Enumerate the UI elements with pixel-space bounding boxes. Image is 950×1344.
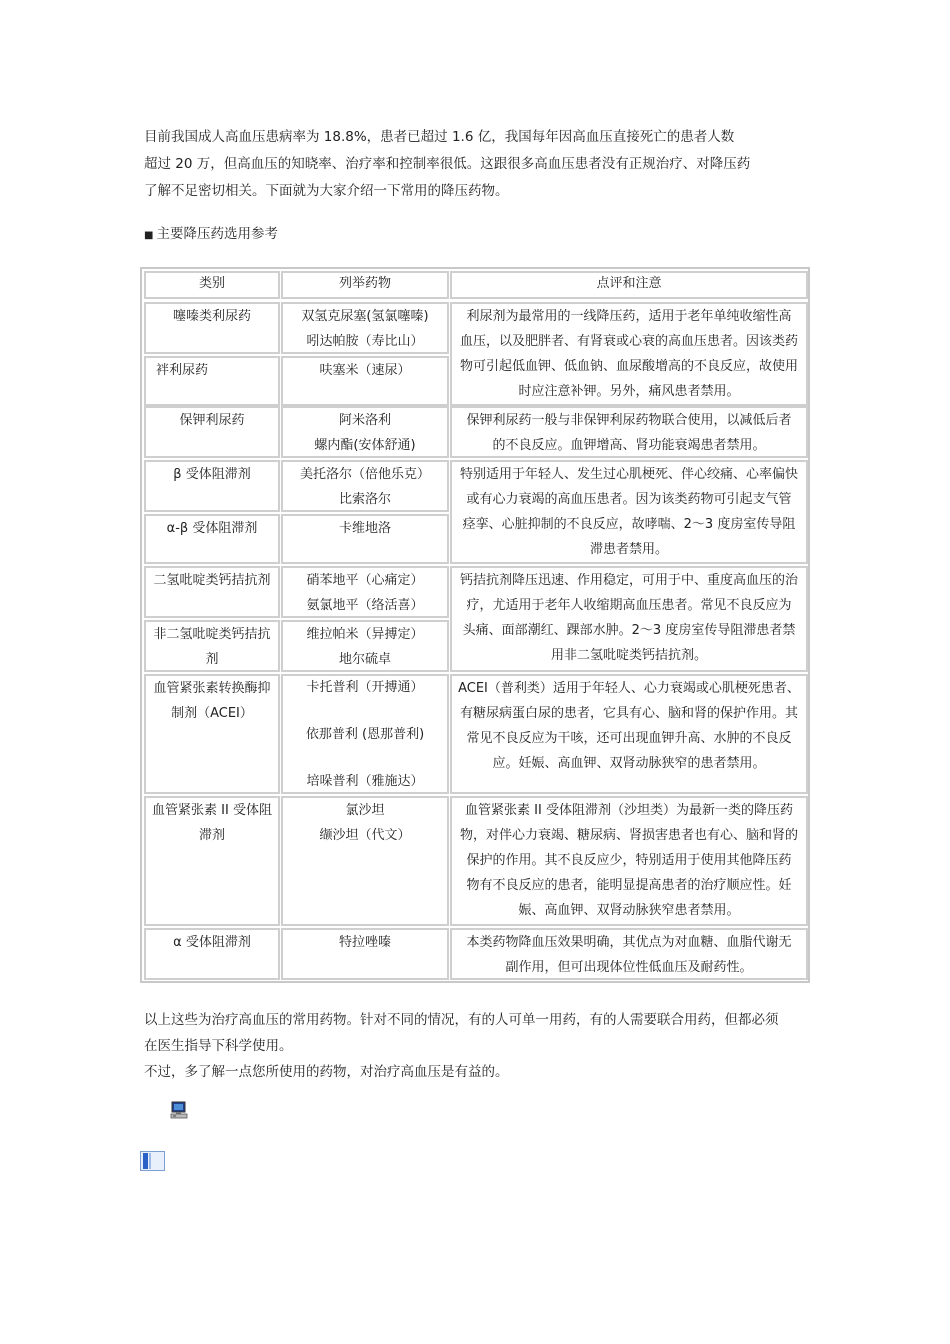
outro-paragraph (144, 1007, 814, 1085)
notes-cell: 利尿剂为最常用的一线降压药，适用于老年单纯收缩性高 血压，以及肥胖者、有肾衰或心衰的高血压患者。因该类药 物可引起低血钾、低血钠、血尿酸增高的不良反应，故使用 时应注意补钾。另外，痛风患者禁用。 (450, 302, 808, 406)
category-cell: 保钾利尿药 (144, 406, 280, 458)
header-notes: 点评和注意 (450, 271, 808, 299)
category-cell: 袢利尿药 (144, 356, 280, 406)
computer-icon (170, 1101, 188, 1119)
category-cell: α-β 受体阻滞剂 (144, 514, 280, 564)
drugs-cell: 卡托普利（开搏通） 依那普利 (恩那普利) 培哚普利（雅施达） (281, 674, 449, 794)
drugs-cell: 卡维地洛 (281, 514, 449, 564)
category-cell: 血管紧张素转换酶抑 制剂（ACEI） (144, 674, 280, 794)
category-cell: 二氢吡啶类钙拮抗剂 (144, 566, 280, 618)
drugs-cell: 双氢克尿塞(氢氯噻嗪) 吲达帕胺（寿比山） (281, 302, 449, 354)
notes-cell: 特别适用于年轻人、发生过心肌梗死、伴心绞痛、心率偏快 或有心力衰竭的高血压患者。因为该类药物可引起支气管 痉挛、心脏抑制的不良反应，故哮喘、2～3 度房室传导阻 滞患者禁用。 (450, 460, 808, 564)
notes-cell: ACEI（普利类）适用于年轻人、心力衰竭或心肌梗死患者、 有糖尿病蛋白尿的患者，它具有心、脑和肾的保护作用。其 常见不良反应为干咳，还可出现血钾升高、水肿的不良反 应。妊娠、高血钾、双肾动脉狭窄的患者禁用。 (450, 674, 808, 794)
outro-line: 在医生指导下科学使用。 (144, 1038, 293, 1054)
drugs-cell: 阿米洛利 螺内酯(安体舒通) (281, 406, 449, 458)
notes-cell: 钙拮抗剂降压迅速、作用稳定，可用于中、重度高血压的治 疗，尤适用于老年人收缩期高血压患者。常见不良反应为 头痛、面部潮红、踝部水肿。2～3 度房室传导阻滞患者禁 用非二氢吡啶类钙拮抗剂。 (450, 566, 808, 672)
intro-line: 了解不足密切相关。下面就为大家介绍一下常用的降压药物。 (144, 183, 509, 199)
category-cell: 血管紧张素 II 受体阻 滞剂 (144, 796, 280, 926)
drugs-cell: 呋塞米（速尿） (281, 356, 449, 406)
category-cell: β 受体阻滞剂 (144, 460, 280, 512)
section-heading (144, 222, 278, 242)
header-drugs: 列举药物 (281, 271, 449, 299)
drugs-cell: 氯沙坦 缬沙坦（代文） (281, 796, 449, 926)
category-cell: 非二氢吡啶类钙拮抗 剂 (144, 620, 280, 672)
header-category: 类别 (144, 271, 280, 299)
bullet-square-icon: ■ (144, 230, 154, 241)
drugs-cell: 美托洛尔（倍他乐克） 比索洛尔 (281, 460, 449, 512)
section-heading-text: 主要降压药选用参考 (156, 226, 278, 242)
outro-line: 以上这些为治疗高血压的常用药物。针对不同的情况，有的人可单一用药，有的人需要联合用药，但都必须 (144, 1012, 779, 1028)
intro-line: 目前我国成人高血压患病率为 18.8%，患者已超过 1.6 亿，我国每年因高血压直接死亡的患者人数 (144, 129, 735, 145)
drugs-cell: 硝苯地平（心痛定） 氨氯地平（络活喜） (281, 566, 449, 618)
book-icon[interactable] (140, 1151, 165, 1171)
notes-cell: 本类药物降血压效果明确，其优点为对血糖、血脂代谢无 副作用，但可出现体位性低血压及耐药性。 (450, 928, 808, 980)
drugs-cell: 特拉唑嗪 (281, 928, 449, 980)
drug-table (140, 267, 810, 983)
notes-cell: 保钾利尿药一般与非保钾利尿药物联合使用，以减低后者 的不良反应。血钾增高、肾功能衰竭患者禁用。 (450, 406, 808, 458)
category-cell: 噻嗪类利尿药 (144, 302, 280, 354)
outro-line: 不过，多了解一点您所使用的药物，对治疗高血压是有益的。 (144, 1064, 509, 1080)
notes-cell: 血管紧张素 II 受体阻滞剂（沙坦类）为最新一类的降压药 物，对伴心力衰竭、糖尿病、肾损害患者也有心、脑和肾的 保护的作用。其不良反应少，特别适用于使用其他降压药 物有不良反应的患者，能明显提高患者的治疗顺应性。妊 娠、高血钾、双肾动脉狭窄患者禁用。 (450, 796, 808, 926)
intro-line: 超过 20 万，但高血压的知晓率、治疗率和控制率很低。这跟很多高血压患者没有正规治疗、对降压药 (144, 156, 751, 172)
category-cell: α 受体阻滞剂 (144, 928, 280, 980)
intro-paragraph (144, 124, 824, 205)
drugs-cell: 维拉帕米（异搏定） 地尔硫卓 (281, 620, 449, 672)
